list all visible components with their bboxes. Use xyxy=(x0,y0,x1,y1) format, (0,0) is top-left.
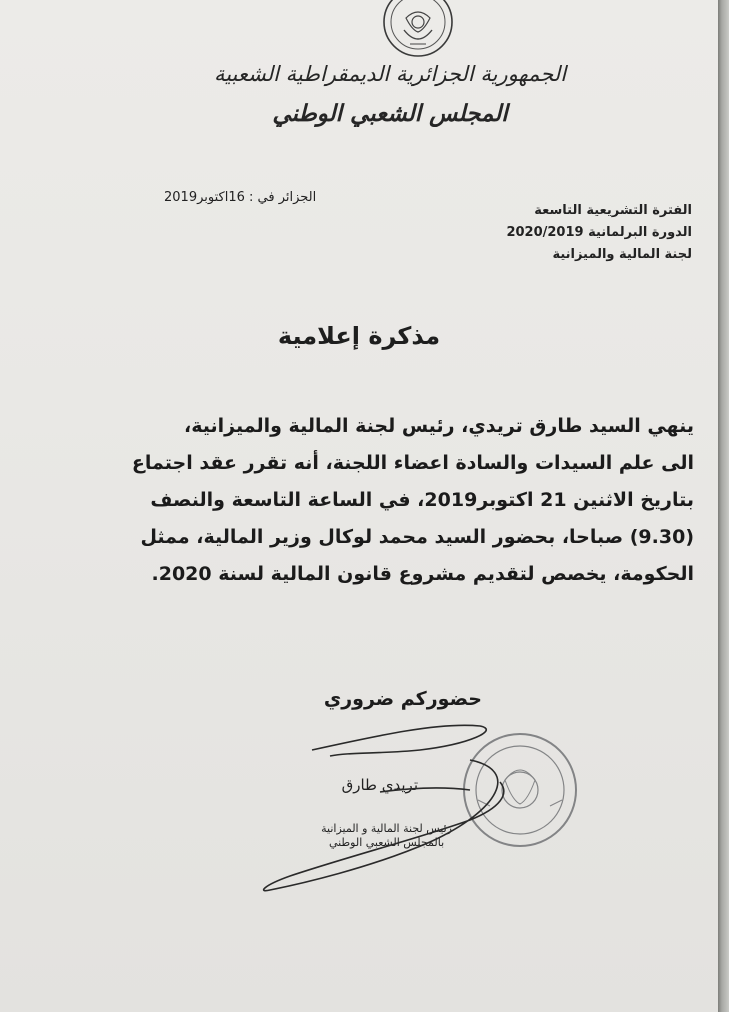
body-line: (9.30) صباحا، بحضور السيد محمد لوكال وزير المالية، ممثل xyxy=(140,526,694,548)
parliamentary-session: الدورة البرلمانية 2020/2019 xyxy=(506,225,692,240)
attendance-note: حضوركم ضروري xyxy=(323,688,482,710)
legislative-term: الفترة التشريعية التاسعة xyxy=(534,203,692,218)
document-title: مذكرة إعلامية xyxy=(277,322,441,350)
body-line: بتاريخ الاثنين 21 اكتوبر2019، في الساعة التاسعة والنصف xyxy=(150,489,694,511)
body-line: ينهي السيد طارق تريدي، رئيس لجنة المالية والميزانية، xyxy=(184,415,694,437)
signatory-title-line: بالمجلس الشعبي الوطني xyxy=(328,836,445,849)
committee-name: لجنة المالية والميزانية xyxy=(552,247,692,262)
document-date: الجزائر في : 16اكتوبر2019 xyxy=(164,190,317,205)
signatory-name: تريدي طارق xyxy=(341,776,418,794)
page-edge xyxy=(718,0,729,1012)
assembly-heading: المجلس الشعبي الوطني xyxy=(272,100,508,127)
body-line: الحكومة، يخصص لتقديم مشروع قانون المالية لسنة 2020. xyxy=(151,563,694,585)
signatory-title-line: رئيس لجنة المالية و الميزانية xyxy=(321,822,452,835)
republic-heading: الجمهورية الجزائرية الديمقراطية الشعبية xyxy=(213,62,567,86)
official-stamp-icon xyxy=(464,734,576,846)
body-line: الى علم السيدات والسادة اعضاء اللجنة، أنه تقرر عقد اجتماع xyxy=(131,452,694,474)
